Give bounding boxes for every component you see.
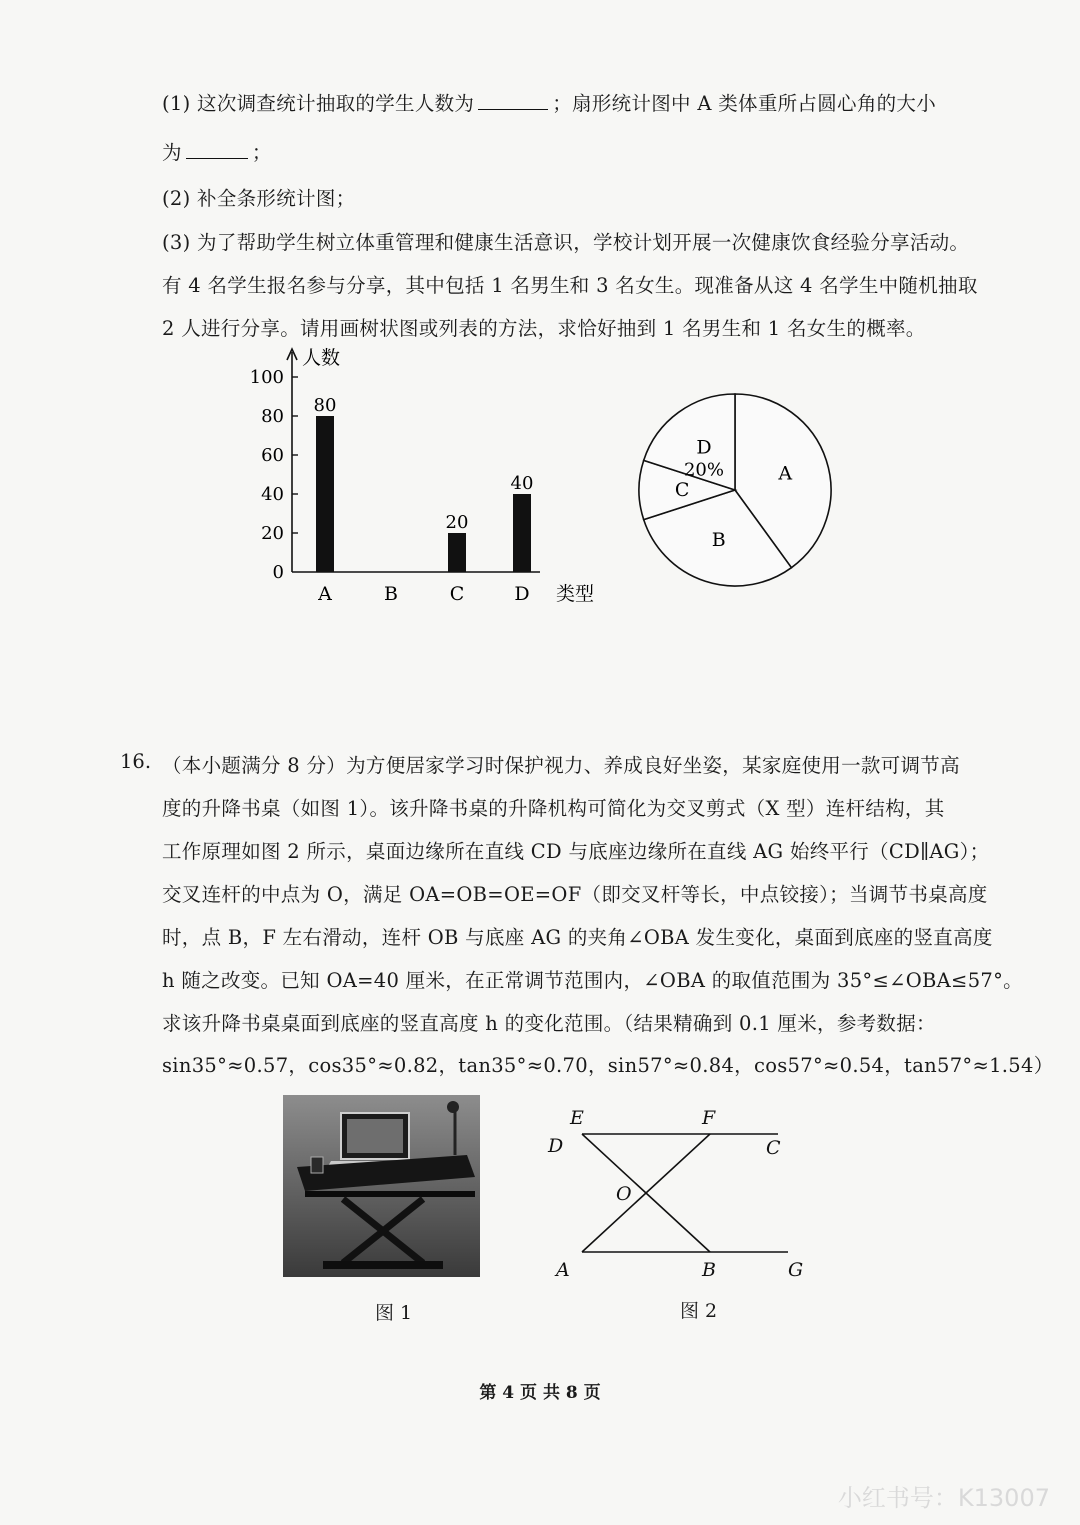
x-category-label: C: [449, 583, 465, 605]
y-tick-label: 20: [261, 523, 284, 544]
x-axis-label: 类型: [556, 583, 595, 605]
q16-line7: 求该升降书桌桌面到底座的竖直高度 h 的变化范围。（结果精确到 0.1 厘米，参考数据：: [162, 1012, 936, 1035]
point-e: E: [570, 1107, 584, 1129]
q15-part3-line3: 2 人进行分享。请用画树状图或列表的方法，求恰好抽到 1 名男生和 1 名女生的概率。: [162, 317, 926, 340]
q15-part3-line1: (3) 为了帮助学生树立体重管理和健康生活意识，学校计划开展一次健康饮食经验分享活动。: [162, 231, 970, 254]
point-d: D: [548, 1135, 564, 1157]
bar-value-label: 20: [445, 512, 469, 533]
question-number: 16.: [120, 750, 152, 773]
point-a: A: [556, 1259, 570, 1281]
pie-percent-label: 20%: [683, 459, 724, 481]
answer-blank-count[interactable]: [478, 109, 548, 110]
point-f: F: [702, 1107, 716, 1129]
bar-c: [448, 533, 466, 572]
point-c: C: [766, 1137, 781, 1159]
figure-2-caption: 图 2: [680, 1300, 718, 1322]
pie-chart: [630, 385, 840, 595]
desk-photo: [283, 1095, 480, 1277]
q16-line3: 工作原理如图 2 所示，桌面边缘所在直线 CD 与底座边缘所在直线 AG 始终平行（CD∥AG）；: [162, 840, 990, 863]
bar-value-label: 40: [510, 473, 534, 494]
answer-blank-angle[interactable]: [186, 158, 248, 159]
point-o: O: [616, 1183, 632, 1205]
q16-line8: sin35°≈0.57，cos35°≈0.82，tan35°≈0.70，sin57°≈0.84，cos57°≈0.54，tan57°≈1.54）: [162, 1054, 1054, 1077]
y-tick-label: 100: [249, 367, 284, 388]
q15-part1-line2: 为 ；: [162, 141, 272, 164]
watermark: 小红书号：K13007: [837, 1484, 1050, 1512]
q16-line2: 度的升降书桌（如图 1）。该升降书桌的升降机构可简化为交叉剪式（X 型）连杆结构，其: [162, 797, 945, 820]
q16-line5: 时，点 B，F 左右滑动，连杆 OB 与底座 AG 的夹角∠OBA 发生变化，桌面到底座的竖直高度: [162, 926, 993, 949]
linkage-diagram: [540, 1100, 820, 1290]
q15-part1-line1: (1) 这次调查统计抽取的学生人数为 ；扇形统计图中 A 类体重所占圆心角的大小: [162, 92, 937, 115]
bar-a: [316, 416, 334, 572]
q16-line1: （本小题满分 8 分）为方便居家学习时保护视力、养成良好坐姿，某家庭使用一款可调节高: [162, 754, 960, 777]
pie-label-b: B: [711, 529, 726, 552]
pie-label-a: A: [778, 462, 793, 485]
pie-label-d: D: [696, 436, 712, 459]
y-tick-label: 40: [261, 484, 284, 505]
q16-line4: 交叉连杆的中点为 O，满足 OA=OB=OE=OF（即交叉杆等长，中点铰接）；当调节书桌高度: [162, 883, 988, 906]
x-category-label: B: [384, 583, 398, 605]
y-tick-label: 80: [261, 406, 284, 427]
x-category-label: D: [514, 583, 530, 605]
q15-part3-line2: 有 4 名学生报名参与分享，其中包括 1 名男生和 3 名女生。现准备从这 4 名学生中随机抽取: [162, 274, 978, 297]
x-category-label: A: [318, 583, 332, 605]
bar-d: [513, 494, 531, 572]
point-g: G: [788, 1259, 804, 1281]
bar-value-label: 80: [313, 395, 337, 416]
y-tick-label: 0: [272, 562, 284, 583]
point-b: B: [702, 1259, 716, 1281]
y-axis-label: 人数: [302, 347, 341, 369]
q15-part2: (2) 补全条形统计图；: [162, 187, 356, 210]
q16-line6: h 随之改变。已知 OA=40 厘米，在正常调节范围内，∠OBA 的取值范围为 35°≤∠OBA≤57°。: [162, 969, 1023, 992]
page-footer: 第 4 页 共 8 页: [479, 1383, 601, 1403]
figure-1-caption: 图 1: [375, 1302, 413, 1324]
pie-label-c: C: [674, 479, 690, 501]
bar-chart: [240, 340, 620, 620]
y-tick-label: 60: [261, 445, 284, 466]
